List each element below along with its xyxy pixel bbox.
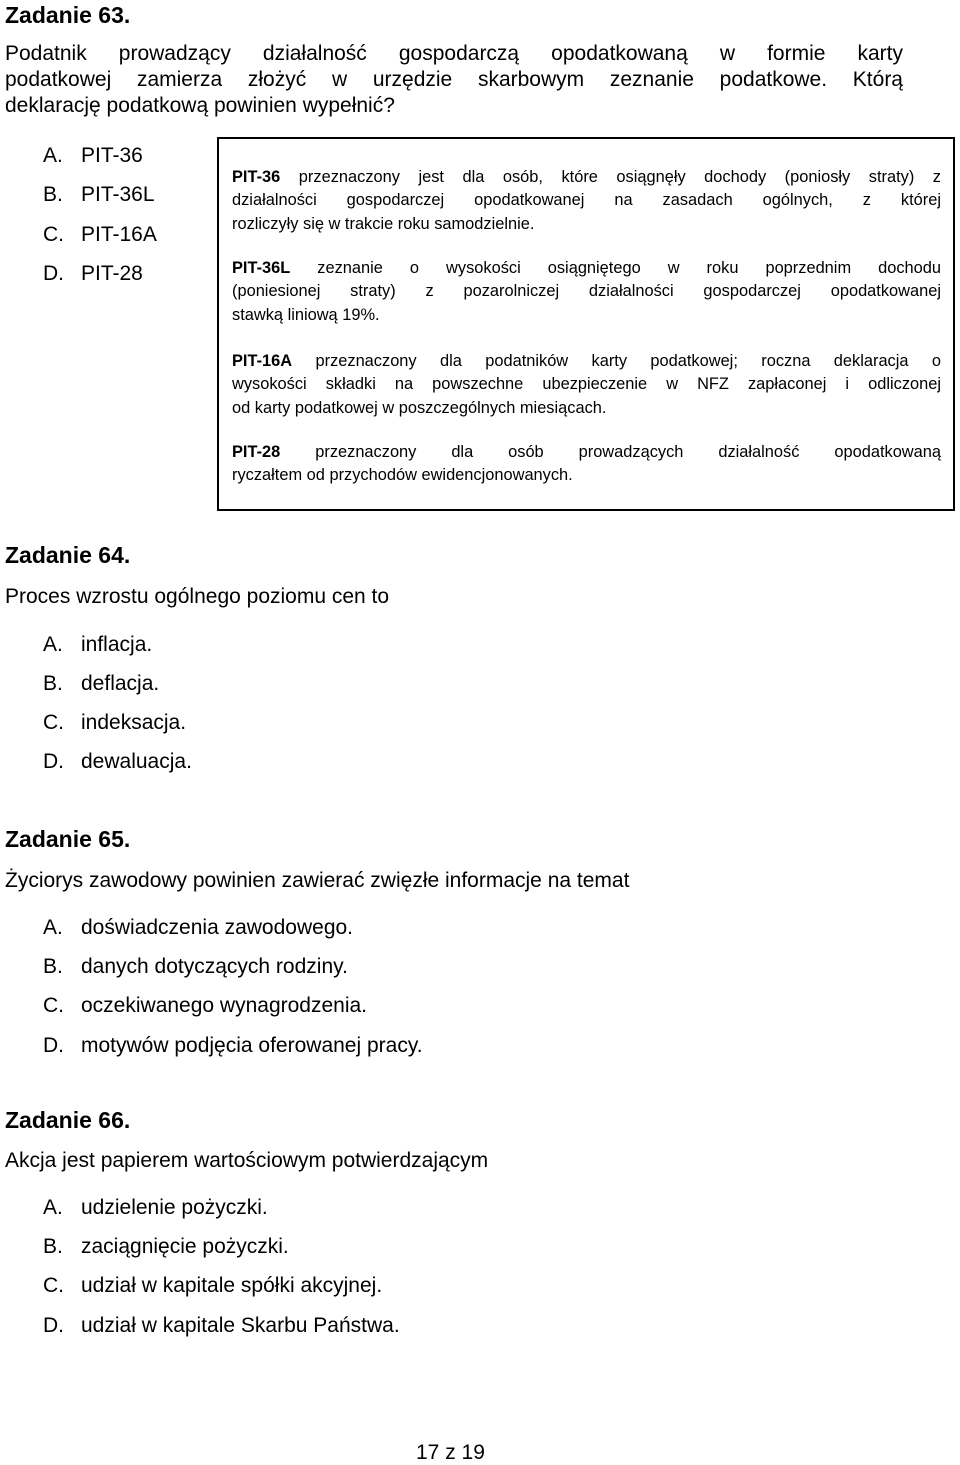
task64-option-b[interactable]: B. deflacja. (43, 672, 160, 695)
info-term: PIT-36 (232, 168, 281, 186)
task64-title: Zadanie 64. (5, 542, 131, 568)
info-pit-16a: PIT-16A przeznaczony dla podatników karty podatkowej; roczna deklaracja o wysokości składki na powszechne ubezpieczenie w NFZ zapłaconej i odliczonej od karty podatkowej w poszczególnych miesiącach. (232, 352, 941, 417)
task63-question-line-2: podatkowej zamierza złożyć w urzędzie skarbowym zeznanie podatkowe. Którą (5, 68, 903, 91)
task65-question: Życiorys zawodowy powinien zawierać zwięzłe informacje na temat (5, 869, 630, 892)
page-number: 17 z 19 (416, 1441, 485, 1464)
info-term: PIT-16A (232, 352, 293, 370)
info-pit-28: PIT-28 przeznaczony dla osób prowadzących działalność opodatkowaną ryczałtem od przychodów ewidencjonowanych. (232, 443, 941, 485)
task66-option-a[interactable]: A. udzielenie pożyczki. (43, 1196, 268, 1219)
info-pit-36: PIT-36 przeznaczony jest dla osób, które osiągnęły dochody (poniosły straty) z działalności gospodarczej opodatkowanej na zasadach ogólnych, z której rozliczyły się w trakcie roku samodzielnie. (232, 168, 941, 233)
task63-question-line-3: deklarację podatkową powinien wypełnić? (5, 94, 395, 117)
task66-option-b[interactable]: B. zaciągnięcie pożyczki. (43, 1235, 289, 1258)
task63-title: Zadanie 63. (5, 2, 131, 28)
task63-question-line-1: Podatnik prowadzący działalność gospodarczą opodatkowaną w formie karty (5, 42, 903, 65)
task65-option-b[interactable]: B. danych dotyczących rodziny. (43, 955, 348, 978)
task66-question: Akcja jest papierem wartościowym potwierdzającym (5, 1149, 489, 1172)
info-term: PIT-36L (232, 259, 291, 277)
task63-option-c[interactable]: C. PIT-16A (43, 223, 157, 246)
task65-option-c[interactable]: C. oczekiwanego wynagrodzenia. (43, 994, 368, 1017)
task63-question (5, 41, 903, 119)
task64-option-a[interactable]: A. inflacja. (43, 633, 153, 656)
task64-option-c[interactable]: C. indeksacja. (43, 711, 187, 734)
task65-option-d[interactable]: D. motywów podjęcia oferowanej pracy. (43, 1034, 423, 1057)
task66-option-c[interactable]: C. udział w kapitale spółki akcyjnej. (43, 1274, 383, 1297)
task66-title: Zadanie 66. (5, 1107, 131, 1133)
task65-option-a[interactable]: A. doświadczenia zawodowego. (43, 916, 354, 939)
info-term: PIT-28 (232, 443, 281, 461)
task65-title: Zadanie 65. (5, 826, 131, 852)
task63-option-a[interactable]: A. PIT-36 (43, 144, 143, 167)
task66-option-d[interactable]: D. udział w kapitale Skarbu Państwa. (43, 1314, 400, 1337)
task63-option-d[interactable]: D. PIT-28 (43, 262, 143, 285)
info-pit-36l: PIT-36L zeznanie o wysokości osiągniętego w roku poprzednim dochodu (poniesionej straty) z pozarolniczej działalności gospodarczej opodatkowanej stawką liniową 19%. (232, 259, 941, 324)
task63-option-b[interactable]: B. PIT-36L (43, 183, 155, 206)
task64-question: Proces wzrostu ogólnego poziomu cen to (5, 585, 390, 608)
task64-option-d[interactable]: D. dewaluacja. (43, 750, 192, 773)
